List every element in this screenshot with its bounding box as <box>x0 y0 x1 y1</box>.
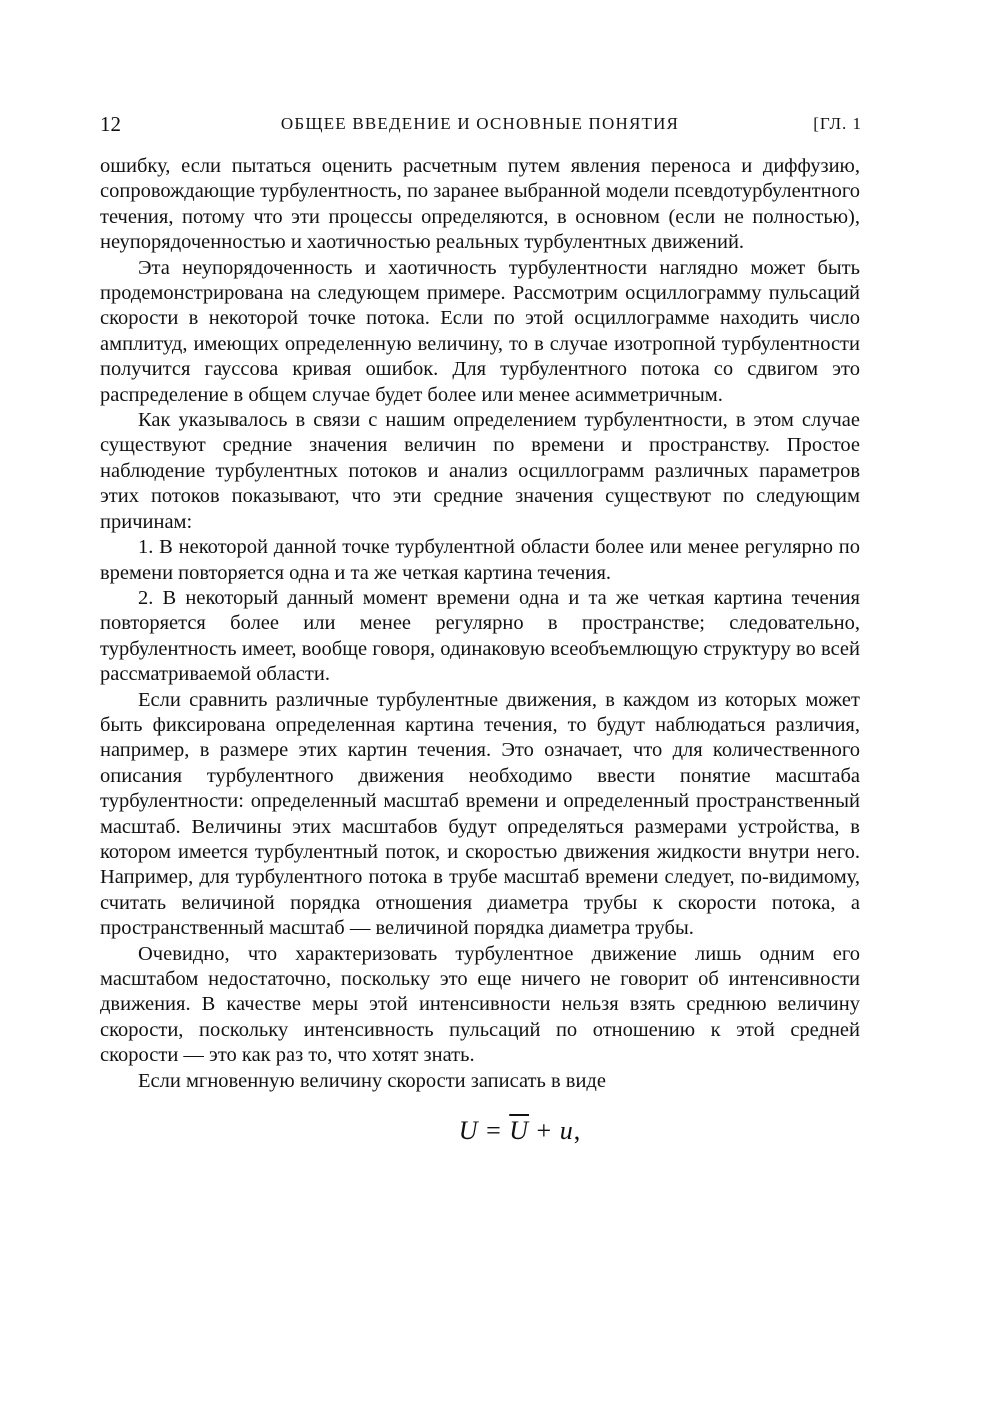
paragraph: Если мгновенную величину скорости записать в виде <box>138 1069 606 1092</box>
paragraph: Если сравнить различные турбулентные движения, в каждом из которых может быть фиксирована определенная картина течения, то будут наблюдаться различия, например, в размере этих картин течения. Это означает, что для количественного описания турбулентного движения необходимо ввести понятие масштаба турбулентности: определенный масштаб времени и определенный пространственный масштаб. Величины этих масштабов будут определяться размерами устройства, в котором имеется турбулентный поток, и скоростью движения жидкости внутри него. Например, для турбулентного потока в трубе масштаб времени следует, по-видимому, считать величиной порядка отношения диаметра трубы к скорости потока, а пространственный масштаб — величиной порядка диаметра трубы. <box>100 688 860 940</box>
formula-lhs: U <box>458 1116 479 1146</box>
formula-plus: + <box>529 1116 560 1146</box>
velocity-decomposition-formula <box>100 1116 860 1146</box>
list-item: 1. В некоторой данной точке турбулентной области более или менее регулярно по времени повторяется одна и та же четкая картина течения. <box>100 536 860 584</box>
page-number: 12 <box>100 112 121 136</box>
formula-mean-term: $\overline{U}$ <box>509 1116 530 1146</box>
body-text <box>100 154 860 1094</box>
paragraph: Как указывалось в связи с нашим определением турбулентности, в этом случае существуют средние значения величин по времени и пространству. Простое наблюдение турбулентных потоков и анализ осциллограмм различных параметров этих потоков показывают, что эти средние значения существуют по следующим причинам: <box>100 409 860 533</box>
formula-fluctuation-term: u <box>559 1116 574 1146</box>
paragraph: Очевидно, что характеризовать турбулентное движение лишь одним его масштабом недостаточно, поскольку это еще ничего не говорит об интенсивности движения. В качестве меры этой интенсивности нельзя взять среднюю величину скорости, поскольку интенсивность пульсаций по отношению к этой средней скорости — это как раз то, что хотят знать. <box>100 942 860 1067</box>
formula-trailing-comma: , <box>573 1116 582 1146</box>
list-item: 2. В некоторый данный момент времени одна и та же четкая картина течения повторяется более или менее регулярно в пространстве; следовательно, турбулентность имеет, вообще говоря, одинаковую всеобъемлющую структуру во всей рассматриваемой области. <box>100 586 860 686</box>
page-header <box>100 112 860 142</box>
paragraph: Эта неупорядоченность и хаотичность турбулентности наглядно может быть продемонстрирована на следующем примере. Рассмотрим осциллограмму пульсаций скорости в некоторой точке потока. Если по этой осциллограмме находить число амплитуд, имеющих определенную величину, то в случае изотропной турбулентности получится гауссова кривая ошибок. Для турбулентного потока со сдвигом это распределение в общем случае будет более или менее асимметричным. <box>100 256 860 406</box>
formula-equals: = <box>478 1116 510 1146</box>
chapter-reference: [ГЛ. 1 <box>813 114 862 133</box>
paragraph: ошибку, если пытаться оценить расчетным путем явления переноса и диффузию, сопровождающие турбулентность, по заранее выбранной модели псевдотурбулентного течения, потому что эти процессы определяются, в основном (если не полностью), неупорядоченностью и хаотичностью реальных турбулентных движений. <box>100 155 860 254</box>
running-title: ОБЩЕЕ ВВЕДЕНИЕ И ОСНОВНЫЕ ПОНЯТИЯ <box>280 114 680 133</box>
